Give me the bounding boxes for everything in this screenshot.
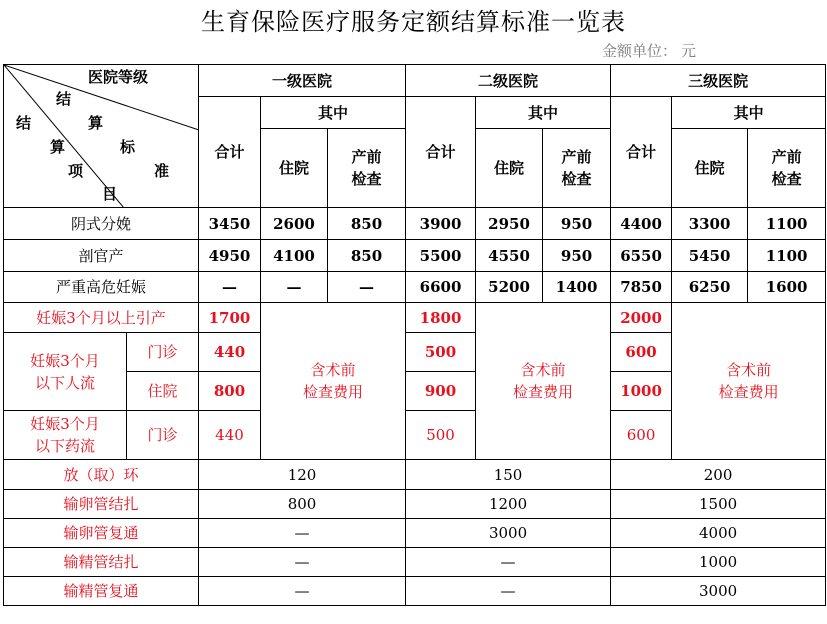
of-which-header: 其中 <box>476 97 611 129</box>
row-label: 输精管复通 <box>4 577 199 606</box>
table-cell: 900 <box>406 372 476 411</box>
table-cell: 7850 <box>611 272 672 303</box>
table-cell: — <box>261 272 328 303</box>
total-header: 合计 <box>406 97 476 208</box>
table-cell: 850 <box>328 240 406 272</box>
table-cell: 600 <box>611 333 672 372</box>
table-cell: 5450 <box>672 240 748 272</box>
row-label: 剖官产 <box>4 240 199 272</box>
table-cell: 1000 <box>611 548 826 577</box>
table-cell: 1500 <box>611 490 826 519</box>
table-cell: 1600 <box>748 272 826 303</box>
prenatal-header: 产前 检查 <box>748 129 826 208</box>
table-cell: 120 <box>199 460 406 490</box>
table-cell: 5500 <box>406 240 476 272</box>
level-3-header: 三级医院 <box>611 65 826 97</box>
row-label: 妊娠3个月 以下人流 <box>4 333 127 411</box>
table-cell: 440 <box>199 411 261 460</box>
table-row <box>4 272 826 303</box>
corner-char: 目 <box>102 185 118 203</box>
table-cell: 4100 <box>261 240 328 272</box>
table-cell: — <box>199 548 406 577</box>
table-cell: — <box>199 272 261 303</box>
row-label: 妊娠3个月 以下药流 <box>4 411 127 460</box>
table-cell: 4400 <box>611 208 672 240</box>
table-cell: 3300 <box>672 208 748 240</box>
table-cell: 4550 <box>476 240 543 272</box>
table-cell: 5200 <box>476 272 543 303</box>
table-cell: 2600 <box>261 208 328 240</box>
total-header: 合计 <box>611 97 672 208</box>
table-cell: 200 <box>611 460 826 490</box>
sub-label: 门诊 <box>127 333 199 372</box>
table-row <box>4 460 826 490</box>
unit-note <box>598 40 696 61</box>
level-1-header: 一级医院 <box>199 65 406 97</box>
fee-table <box>3 64 826 606</box>
table-cell: 3450 <box>199 208 261 240</box>
table-cell: 440 <box>199 333 261 372</box>
corner-top-label: 医院等级 <box>88 68 149 86</box>
corner-char: 准 <box>154 162 170 180</box>
table-row <box>4 519 826 548</box>
table-cell: 6250 <box>672 272 748 303</box>
row-label: 放（取）环 <box>4 460 199 490</box>
row-label: 输卵管结扎 <box>4 490 199 519</box>
corner-char: 结 <box>16 114 32 132</box>
corner-char: 标 <box>120 138 136 156</box>
table-cell: — <box>328 272 406 303</box>
unit-value: 元 <box>681 42 697 60</box>
table-row <box>4 490 826 519</box>
table-cell: 600 <box>611 411 672 460</box>
table-cell: 500 <box>406 411 476 460</box>
table-cell: 3000 <box>611 577 826 606</box>
table-cell: 850 <box>328 208 406 240</box>
table-row <box>4 548 826 577</box>
of-which-header: 其中 <box>261 97 406 129</box>
table-cell: 150 <box>406 460 611 490</box>
table-row <box>4 577 826 606</box>
table-cell: — <box>406 548 611 577</box>
table-cell: 1700 <box>199 303 261 333</box>
table-cell: 1800 <box>406 303 476 333</box>
corner-char: 结 <box>56 90 72 108</box>
row-label: 严重高危妊娠 <box>4 272 199 303</box>
note-cell: 含术前 检查费用 <box>261 303 406 460</box>
table-cell: — <box>199 577 406 606</box>
table-cell: 950 <box>543 208 611 240</box>
row-label: 妊娠3个月以上引产 <box>4 303 199 333</box>
level-2-header: 二级医院 <box>406 65 611 97</box>
table-cell: 1000 <box>611 372 672 411</box>
corner-char: 项 <box>68 162 84 180</box>
row-label: 输精管结扎 <box>4 548 199 577</box>
inpatient-header: 住院 <box>476 129 543 208</box>
corner-header <box>4 65 199 208</box>
inpatient-header: 住院 <box>261 129 328 208</box>
table-cell: 800 <box>199 490 406 519</box>
table-cell: — <box>406 577 611 606</box>
unit-label: 金额单位： <box>602 42 678 60</box>
table-row <box>4 303 826 333</box>
table-cell: 3900 <box>406 208 476 240</box>
table-cell: 6550 <box>611 240 672 272</box>
table-cell: 4000 <box>611 519 826 548</box>
table-cell: 2950 <box>476 208 543 240</box>
table-cell: 4950 <box>199 240 261 272</box>
table-cell: 500 <box>406 333 476 372</box>
table-cell: 800 <box>199 372 261 411</box>
prenatal-header: 产前 检查 <box>543 129 611 208</box>
of-which-header: 其中 <box>672 97 826 129</box>
sub-label: 门诊 <box>127 411 199 460</box>
page-title: 生育保险医疗服务定额结算标准一览表 <box>201 8 626 36</box>
table-cell: 6600 <box>406 272 476 303</box>
inpatient-header: 住院 <box>672 129 748 208</box>
row-label: 输卵管复通 <box>4 519 199 548</box>
prenatal-header: 产前 检查 <box>328 129 406 208</box>
table-cell: 1100 <box>748 208 826 240</box>
corner-char: 算 <box>50 138 66 156</box>
table-cell: 950 <box>543 240 611 272</box>
note-cell: 含术前 检查费用 <box>672 303 826 460</box>
total-header: 合计 <box>199 97 261 208</box>
table-row <box>4 208 826 240</box>
table-row <box>4 240 826 272</box>
corner-char: 算 <box>88 114 104 132</box>
note-cell: 含术前 检查费用 <box>476 303 611 460</box>
table-cell: — <box>199 519 406 548</box>
table-cell: 1100 <box>748 240 826 272</box>
table-cell: 1400 <box>543 272 611 303</box>
row-label: 阴式分娩 <box>4 208 199 240</box>
table-cell: 3000 <box>406 519 611 548</box>
table-cell: 1200 <box>406 490 611 519</box>
sub-label: 住院 <box>127 372 199 411</box>
table-cell: 2000 <box>611 303 672 333</box>
